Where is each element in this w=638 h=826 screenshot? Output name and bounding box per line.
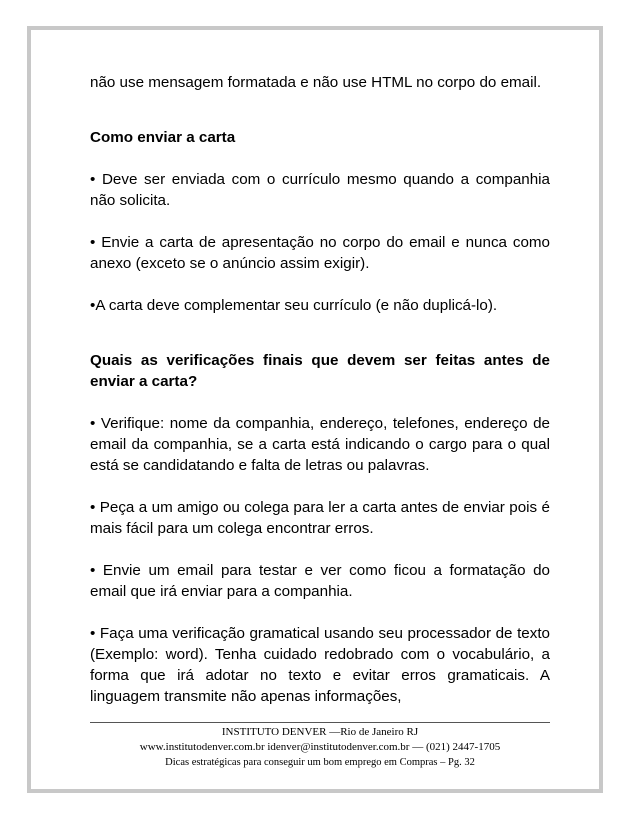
paragraph-send-3: •A carta deve complementar seu currículo (e não duplicá-lo).: [90, 297, 498, 314]
spacer: [90, 539, 550, 560]
paragraph-send-2: • Envie a carta de apresentação no corpo do email e nunca como anexo (exceto se o anúncio assim exigir).: [90, 234, 550, 272]
paragraph-check-3: • Envie um email para testar e ver como ficou a formatação do email que irá enviar para a companhia.: [90, 562, 550, 600]
heading-verificacoes: Quais as verificações finais que devem ser feitas antes de enviar a carta?: [90, 352, 550, 390]
paragraph-check-1: • Verifique: nome da companhia, endereço, telefones, endereço de email da companhia, se a carta está indicando o cargo para o qual está se candidatando e falta de letras ou palavras.: [90, 415, 550, 474]
footer-contacts: www.institutodenver.com.br idenver@institutodenver.com.br — (021) 2447-1705: [139, 741, 501, 753]
spacer: [90, 148, 550, 169]
spacer: [90, 602, 550, 623]
spacer: [90, 274, 550, 295]
footer-divider: [90, 722, 550, 723]
paragraph-send-1: • Deve ser enviada com o currículo mesmo quando a companhia não solicita.: [90, 171, 550, 209]
footer-institution: INSTITUTO DENVER —Rio de Janeiro RJ: [221, 726, 419, 738]
spacer: [90, 392, 550, 413]
document-body: [90, 72, 550, 707]
heading-como-enviar: Como enviar a carta: [90, 129, 236, 146]
footer-page-line: Dicas estratégicas para conseguir um bom emprego em Compras – Pg. 32: [165, 757, 475, 768]
page-footer: [90, 722, 550, 770]
spacer: [90, 93, 550, 127]
paragraph-check-2: • Peça a um amigo ou colega para ler a carta antes de enviar pois é mais fácil para um colega encontrar erros.: [90, 499, 550, 537]
spacer: [90, 211, 550, 232]
spacer: [90, 476, 550, 497]
spacer: [90, 316, 550, 350]
paragraph-intro: não use mensagem formatada e não use HTML no corpo do email.: [90, 74, 542, 91]
paragraph-check-4: • Faça uma verificação gramatical usando seu processador de texto (Exemplo: word). Tenha cuidado redobrado com o vocabulário, a forma que irá adotar no texto e evitar erros gramaticais. A linguagem transmite não apenas informações,: [90, 625, 550, 705]
